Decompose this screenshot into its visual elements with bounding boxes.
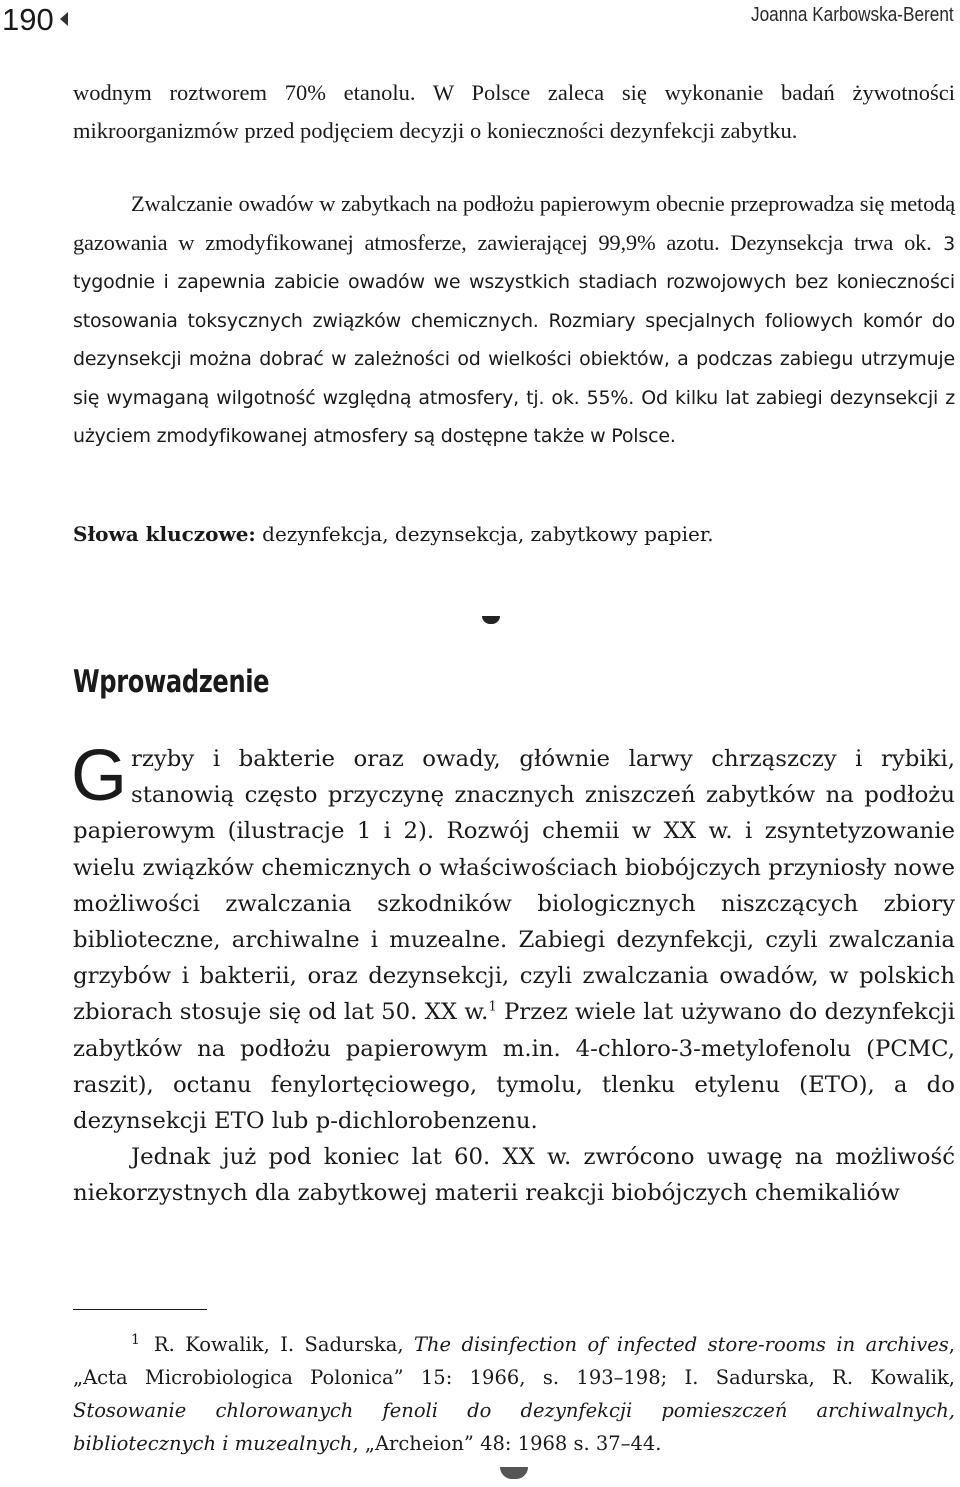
drop-cap: G <box>71 736 128 816</box>
footnote-title-a: The disinfection of infected store-rooms in archives <box>413 1333 949 1356</box>
footnote-text-a: R. Kowalik, I. Sadurska, <box>153 1333 414 1356</box>
abstract-paragraph-2-part-a: Zwalczanie owadów w zabytkach na podłożu papierowym obecnie przeprowadza się metodą gazowania w zmodyfikowanej atmosferze, zawierającej 99,9% azotu. Dezynsekcja trwa ok. <box>73 191 955 255</box>
abstract-paragraph-2-part-b: 3 tygodnie i zapewnia zabicie owadów we wszystkich stadiach rozwojowych bez konieczności stosowania toksycznych związków chemicznych. Rozmiary specjalnych foliowych komór do dezynsekcji można dobrać w zależności od wielkości obiektów, a podczas zabiegu utrzymuje się wymaganą wilgotność względną atmosfery, tj. ok. 55%. Od kilku lat zabiegi dezynsekcji z użyciem zmodyfikowanej atmosfery są dostępne także w Polsce. <box>73 232 955 447</box>
section-divider-icon <box>482 616 500 624</box>
keywords <box>73 522 714 546</box>
page-marker-icon <box>60 12 68 26</box>
footnote <box>73 1328 955 1460</box>
footnote-title-b: Stosowanie chlorowanych fenoli do dezynfekcji pomieszczeń archiwalnych, bibliotecznych i muzealnych <box>73 1399 955 1455</box>
abstract-paragraph-2 <box>73 185 955 456</box>
page-number: 190 <box>2 2 54 37</box>
footnote-text-b: , „Acta Microbiologica Polonica” 15: 1966, s. 193–198; I. Sadurska, R. Kowalik, <box>73 1333 955 1389</box>
body-paragraph-2: Jednak już pod koniec lat 60. XX w. zwrócono uwagę na możliwość niekorzystnych dla zabytkowej materii reakcji biobójczych chemikaliów <box>73 1144 955 1207</box>
page-footer-marker-icon <box>500 1467 528 1479</box>
body-paragraph-1-part-a: rzyby i bakterie oraz owady, głównie larwy chrząszczy i rybiki, stanowią często przyczynę znacznych zniszczeń zabytków na podłożu papierowym (ilustracje 1 i 2). Rozwój chemii w XX w. i zsyntetyzowanie wielu związków chemicznych o właściwościach biobójczych przyniosły nowe możliwości zwalczania szkodników biologicznych niszczących zbiory biblioteczne, archiwalne i muzealne. Zabiegi dezynfekcji, czyli zwalczania grzybów i bakterii, oraz dezynsekcji, czyli zwalczania owadów, w polskich zbiorach stosuje się od lat 50. XX w. <box>73 746 955 1026</box>
running-head: Joanna Karbowska-Berent <box>751 4 954 26</box>
body-paragraph-1-part-b: Przez wiele lat używano do dezynfekcji zabytków na podłożu papierowym m.in. 4-chloro-3-metylofenolu (PCMC, raszit), octanu fenylortęciowego, tymolu, tlenku etylenu (ETO), a do dezynsekcji ETO lub p-dichlorobenzenu. <box>73 999 956 1135</box>
section-body <box>71 736 956 1212</box>
section-title: Wprowadzenie <box>73 664 270 700</box>
footnote-number: 1 <box>131 1331 140 1348</box>
keywords-value: dezynfekcja, dezynsekcja, zabytkowy papier. <box>255 522 714 546</box>
footnote-text-c: , „Archeion” 48: 1968 s. 37–44. <box>352 1432 662 1455</box>
keywords-label: Słowa kluczowe: <box>73 522 256 546</box>
footnote-rule <box>73 1309 207 1310</box>
abstract-paragraph-1: wodnym roztworem 70% etanolu. W Polsce zaleca się wykonanie badań żywotności mikroorganizmów przed podjęciem decyzji o konieczności dezynfekcji zabytku. <box>73 80 955 143</box>
page-header <box>0 0 960 40</box>
footnote-reference[interactable]: 1 <box>488 999 497 1015</box>
